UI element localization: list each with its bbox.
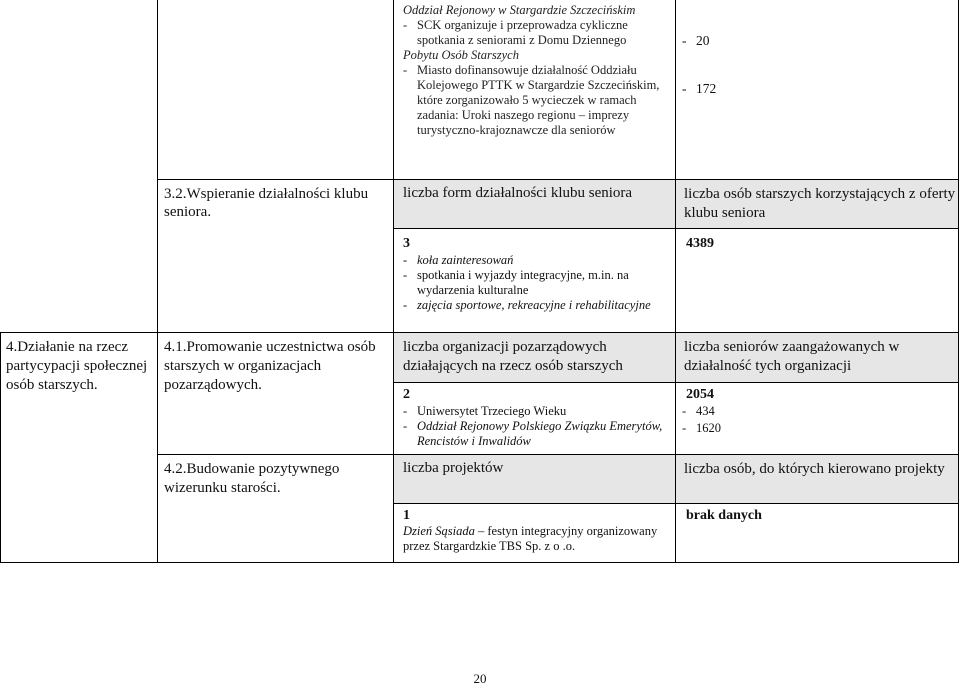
- result-item: - 1620: [682, 421, 802, 436]
- result-items-4-1: [682, 404, 802, 436]
- indicator-header-3-2: liczba form działalności klubu seniora: [403, 185, 633, 201]
- result-header-4-1: liczba seniorów zaangażowanych w działalność tych organizacji: [684, 339, 900, 374]
- top-row-result-values: [682, 33, 952, 96]
- task-4-1: 4.1.Promowanie uczestnictwa osób starszych w organizacjach pozarządowych.: [164, 339, 376, 393]
- result-value-4-2: brak danych: [686, 508, 762, 523]
- table-border-h7: [0, 562, 959, 563]
- list-item: - Uniwersytet Trzeciego Wieku: [403, 404, 665, 419]
- table-border-h1: [157, 179, 959, 180]
- indicator-header-4-1: liczba organizacji pozarządowych działających na rzecz osób starszych: [403, 339, 623, 374]
- list-item: - spotkania i wyjazdy integracyjne, m.in. na wydarzenia kulturalne: [403, 268, 671, 298]
- page-number: 20: [473, 671, 487, 686]
- list-item: Pobytu Osób Starszych: [403, 48, 519, 62]
- result-header-4-2: liczba osób, do których kierowano projekty: [684, 461, 945, 477]
- result-value-4-1: 2054: [686, 387, 714, 402]
- indicator-header-4-2: liczba projektów: [403, 460, 504, 476]
- result-value-3-2: 4389: [686, 236, 714, 251]
- indicator-value-4-1: 2: [403, 387, 410, 402]
- event-description: – festyn integracyjny organizowany przez Stargardzkie TBS Sp. z o .o.: [403, 524, 658, 553]
- table-border-v2: [393, 0, 394, 563]
- task-3-2: 3.2.Wspieranie działalności klubu seniora.: [164, 186, 369, 220]
- indicator-detail-4-2: [403, 524, 671, 554]
- indicator-value-4-2: 1: [403, 508, 410, 523]
- event-name: Dzień Sąsiada: [403, 524, 475, 538]
- table-border-h5: [157, 454, 959, 455]
- list-item: - SCK organizuje i przeprowadza cykliczne spotkania z seniorami z Domu Dziennego: [403, 18, 669, 48]
- result-item: - 20: [682, 33, 952, 48]
- table-border-h3: [0, 332, 959, 333]
- result-item: - 434: [682, 404, 802, 419]
- list-item: - Oddział Rejonowy Polskiego Związku Emerytów, Rencistów i Inwalidów: [403, 419, 665, 449]
- goal-4-label: 4.Działanie na rzecz partycypacji społecznej osób starszych.: [6, 339, 148, 393]
- list-item: - Miasto dofinansowuje działalność Oddziału Kolejowego PTTK w Stargardzie Szczecińskim, które zorganizowało 5 wycieczek w ramach zadania: Uroki naszego regionu – imprezy turystyczno-krajoznawcze dla seniorów: [403, 63, 669, 138]
- table-border-v4: [958, 0, 959, 563]
- result-header-3-2: liczba osób starszych korzystających z oferty klubu seniora: [684, 186, 956, 221]
- table-border-h4: [393, 382, 959, 383]
- table-border-v0: [0, 332, 1, 563]
- table-border-h2: [393, 228, 959, 229]
- task-4-2: 4.2.Budowanie pozytywnego wizerunku starości.: [164, 461, 340, 496]
- table-border-v1: [157, 0, 158, 563]
- result-item: - 172: [682, 81, 952, 96]
- table-border-v3: [675, 0, 676, 563]
- table-border-h6: [393, 503, 959, 504]
- indicator-items-4-1: [403, 404, 665, 449]
- indicator-items-3-2: [403, 253, 671, 313]
- list-item: - koła zainteresowań: [403, 253, 671, 268]
- list-item: Oddział Rejonowy w Stargardzie Szczecińskim: [403, 3, 636, 17]
- indicator-value-3-2: 3: [403, 236, 410, 251]
- top-row-indicator-details: [403, 3, 669, 138]
- list-item: - zajęcia sportowe, rekreacyjne i rehabilitacyjne: [403, 298, 671, 313]
